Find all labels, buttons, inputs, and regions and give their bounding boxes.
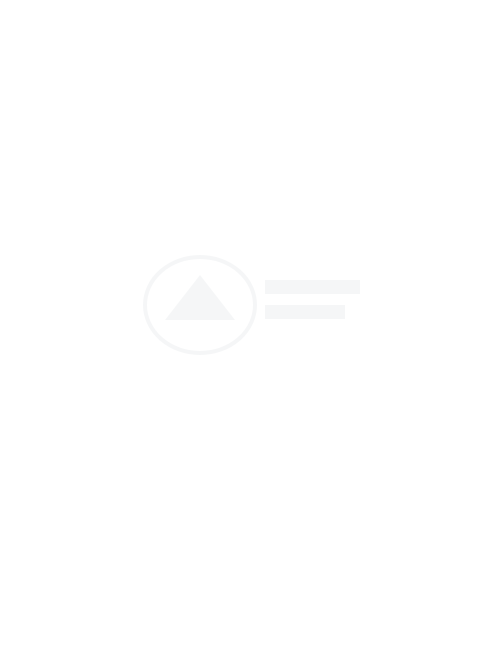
watermark-logo-icon xyxy=(130,250,370,360)
